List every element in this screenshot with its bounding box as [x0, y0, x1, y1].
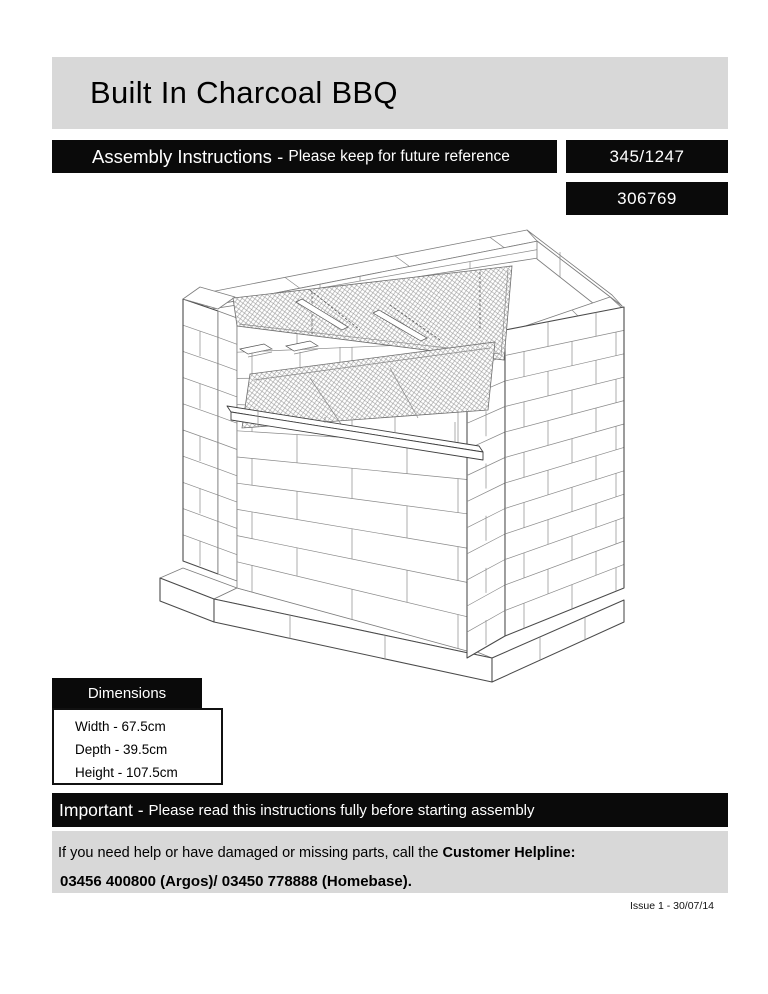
assembly-label: Assembly Instructions -	[92, 145, 289, 167]
helpline-phones: 03456 400800 (Argos)/ 03450 778888 (Homebase).	[60, 873, 412, 890]
issue-note: Issue 1 - 30/07/14	[629, 900, 714, 912]
bbq-isometric-drawing	[140, 226, 640, 690]
catalogue-number: 345/1247	[609, 146, 685, 166]
page-title: Built In Charcoal BBQ	[90, 75, 398, 110]
bbq-illustration	[140, 226, 640, 690]
helpline-text	[58, 845, 575, 861]
dimensions-box	[52, 708, 223, 785]
title-band	[52, 57, 728, 129]
helpline-pre: If you need help or have damaged or missing parts, call the	[58, 845, 443, 861]
dimension-depth: Depth - 39.5cm	[75, 742, 168, 757]
assembly-instructions-bar	[52, 140, 557, 173]
catalogue-number-box	[566, 140, 728, 173]
important-bar	[52, 793, 728, 827]
dimensions-heading-label: Dimensions	[87, 684, 167, 702]
model-number-box	[566, 182, 728, 215]
dimension-height: Height - 107.5cm	[75, 765, 178, 780]
helpline-bold: Customer Helpline:	[442, 845, 576, 861]
important-label: Important -	[59, 799, 149, 820]
dimensions-heading	[52, 678, 202, 708]
assembly-note: Please keep for future reference	[288, 147, 510, 165]
model-number: 306769	[617, 188, 677, 208]
helpline-box	[52, 831, 728, 893]
important-text: Please read this instructions fully before starting assembly	[148, 801, 535, 819]
dimension-width: Width - 67.5cm	[75, 719, 166, 734]
